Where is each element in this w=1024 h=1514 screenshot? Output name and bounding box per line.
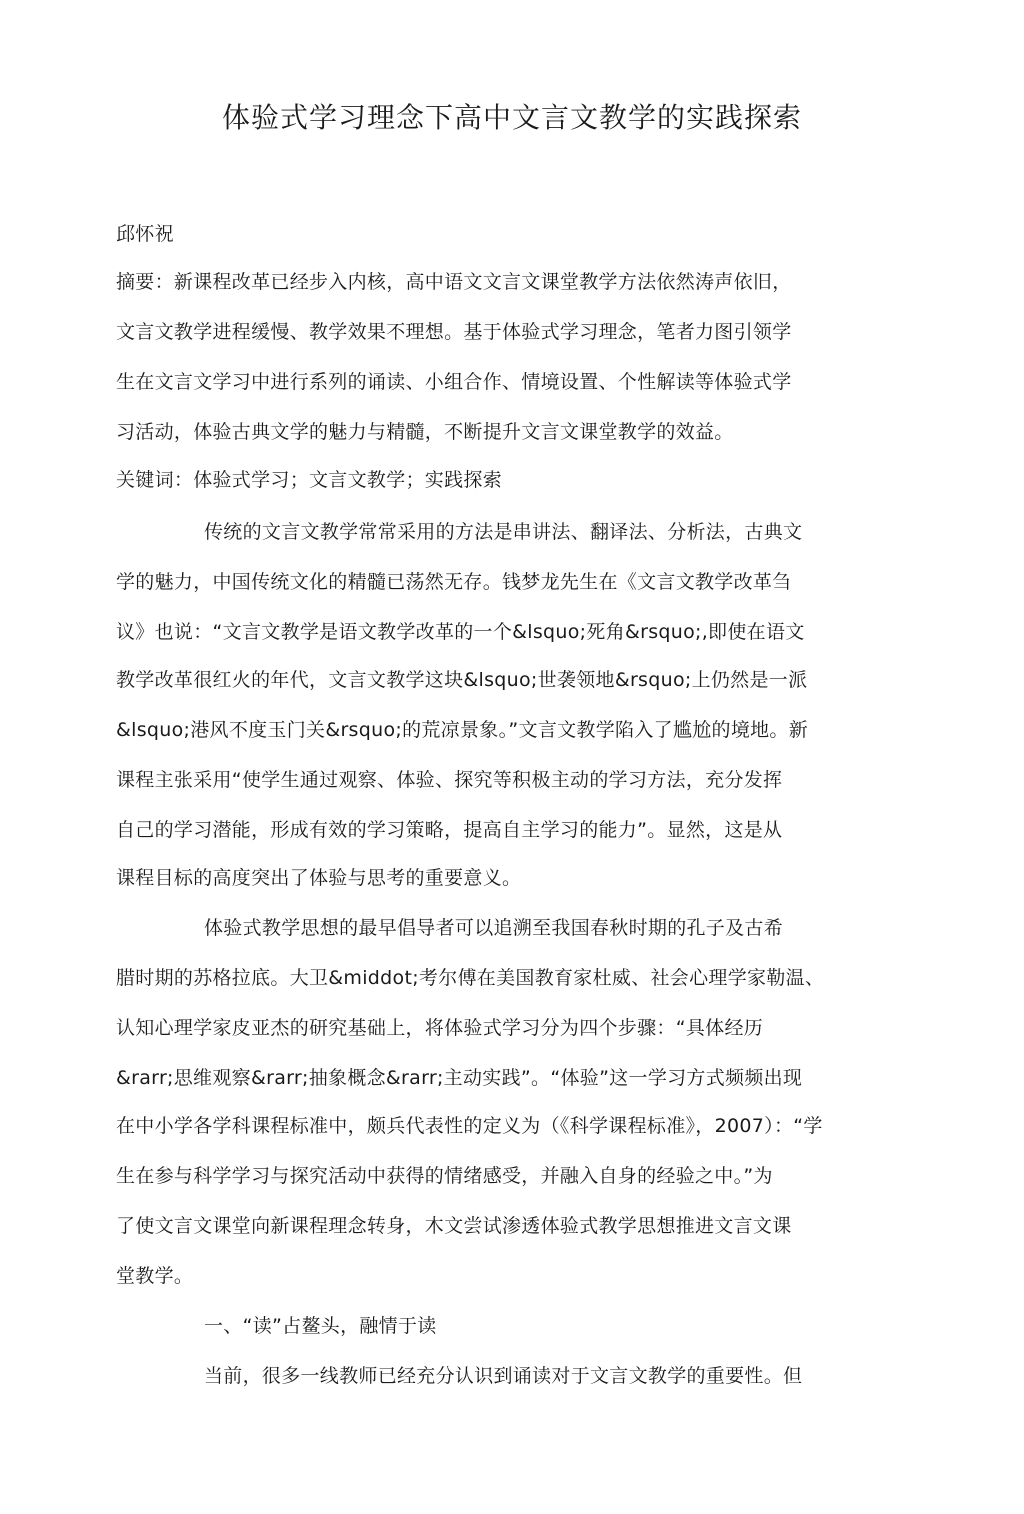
paragraph-line: 当前，很多一线教师已经充分认识到诵读对于文言文教学的重要性。但 <box>204 1365 803 1387</box>
paragraph-line: 教学改革很红火的年代，文言文教学这块&lsquo;世袭领地&rsquo;上仍然是一派 <box>116 669 808 691</box>
paragraph-line: &rarr;思维观察&rarr;抽象概念&rarr;主动实践”。“体验”这一学习方式频频出现 <box>116 1067 803 1089</box>
paragraph-line: 议》也说：“文言文教学是语文教学改革的一个&lsquo;死角&rsquo;,即使在语文 <box>116 621 805 643</box>
keywords-line: 关键词：体验式学习；文言文教学；实践探索 <box>116 469 503 491</box>
document-title: 体验式学习理念下高中文言文教学的实践探索 <box>221 101 802 134</box>
paragraph-line: 学的魅力，中国传统文化的精髓已荡然无存。钱梦龙先生在《文言文教学改革刍 <box>116 571 792 593</box>
paragraph-line: 课程目标的高度突出了体验与思考的重要意义。 <box>116 867 522 889</box>
abstract-line: 文言文教学进程缓慢、教学效果不理想。基于体验式学习理念，笔者力图引领学 <box>116 321 792 343</box>
paragraph-line: 堂教学。 <box>116 1265 194 1287</box>
paragraph-line: 认知心理学家皮亚杰的研究基础上，将体验式学习分为四个步骤：“具体经历 <box>116 1017 764 1039</box>
abstract-line: 生在文言文学习中进行系列的诵读、小组合作、情境设置、个性解读等体验式学 <box>116 371 792 393</box>
paragraph-line: 生在参与科学学习与探究活动中获得的情绪感受，并融入自身的经验之中。”为 <box>116 1165 773 1187</box>
paragraph-line: 传统的文言文教学常常采用的方法是串讲法、翻译法、分析法，古典文 <box>204 521 803 543</box>
paragraph-line: &lsquo;港风不度玉门关&rsquo;的荒凉景象。”文言文教学陷入了尴尬的境地。新 <box>116 719 809 741</box>
paragraph-line: 在中小学各学科课程标准中，颇兵代表性的定义为（《科学课程标准》，2007）：“学 <box>116 1115 823 1137</box>
paragraph-line: 自己的学习潜能，形成有效的学习策略，提高自主学习的能力”。显然，这是从 <box>116 819 783 841</box>
abstract-line: 习活动，体验古典文学的魅力与精髓，不断提升文言文课堂教学的效益。 <box>116 421 734 443</box>
paragraph-line: 了使文言文课堂向新课程理念转身，木文尝试渗透体验式教学思想推进文言文课 <box>116 1215 792 1237</box>
abstract-line: 摘要：新课程改革已经步入内核，高中语文文言文课堂教学方法依然涛声依旧， <box>116 271 792 293</box>
paragraph-line: 课程主张采用“使学生通过观察、体验、探究等积极主动的学习方法，充分发挥 <box>116 769 783 791</box>
paragraph-line: 体验式教学思想的最早倡导者可以追溯至我国春秋时期的孔子及古希 <box>204 917 784 939</box>
paragraph-line: 腊时期的苏格拉底。大卫&middot;考尔傅在美国教育家杜威、社会心理学家勒温、 <box>116 967 825 989</box>
section-heading: 一、“读”占鳌头，融情于读 <box>204 1315 437 1337</box>
author-name: 邱怀祝 <box>116 223 174 245</box>
